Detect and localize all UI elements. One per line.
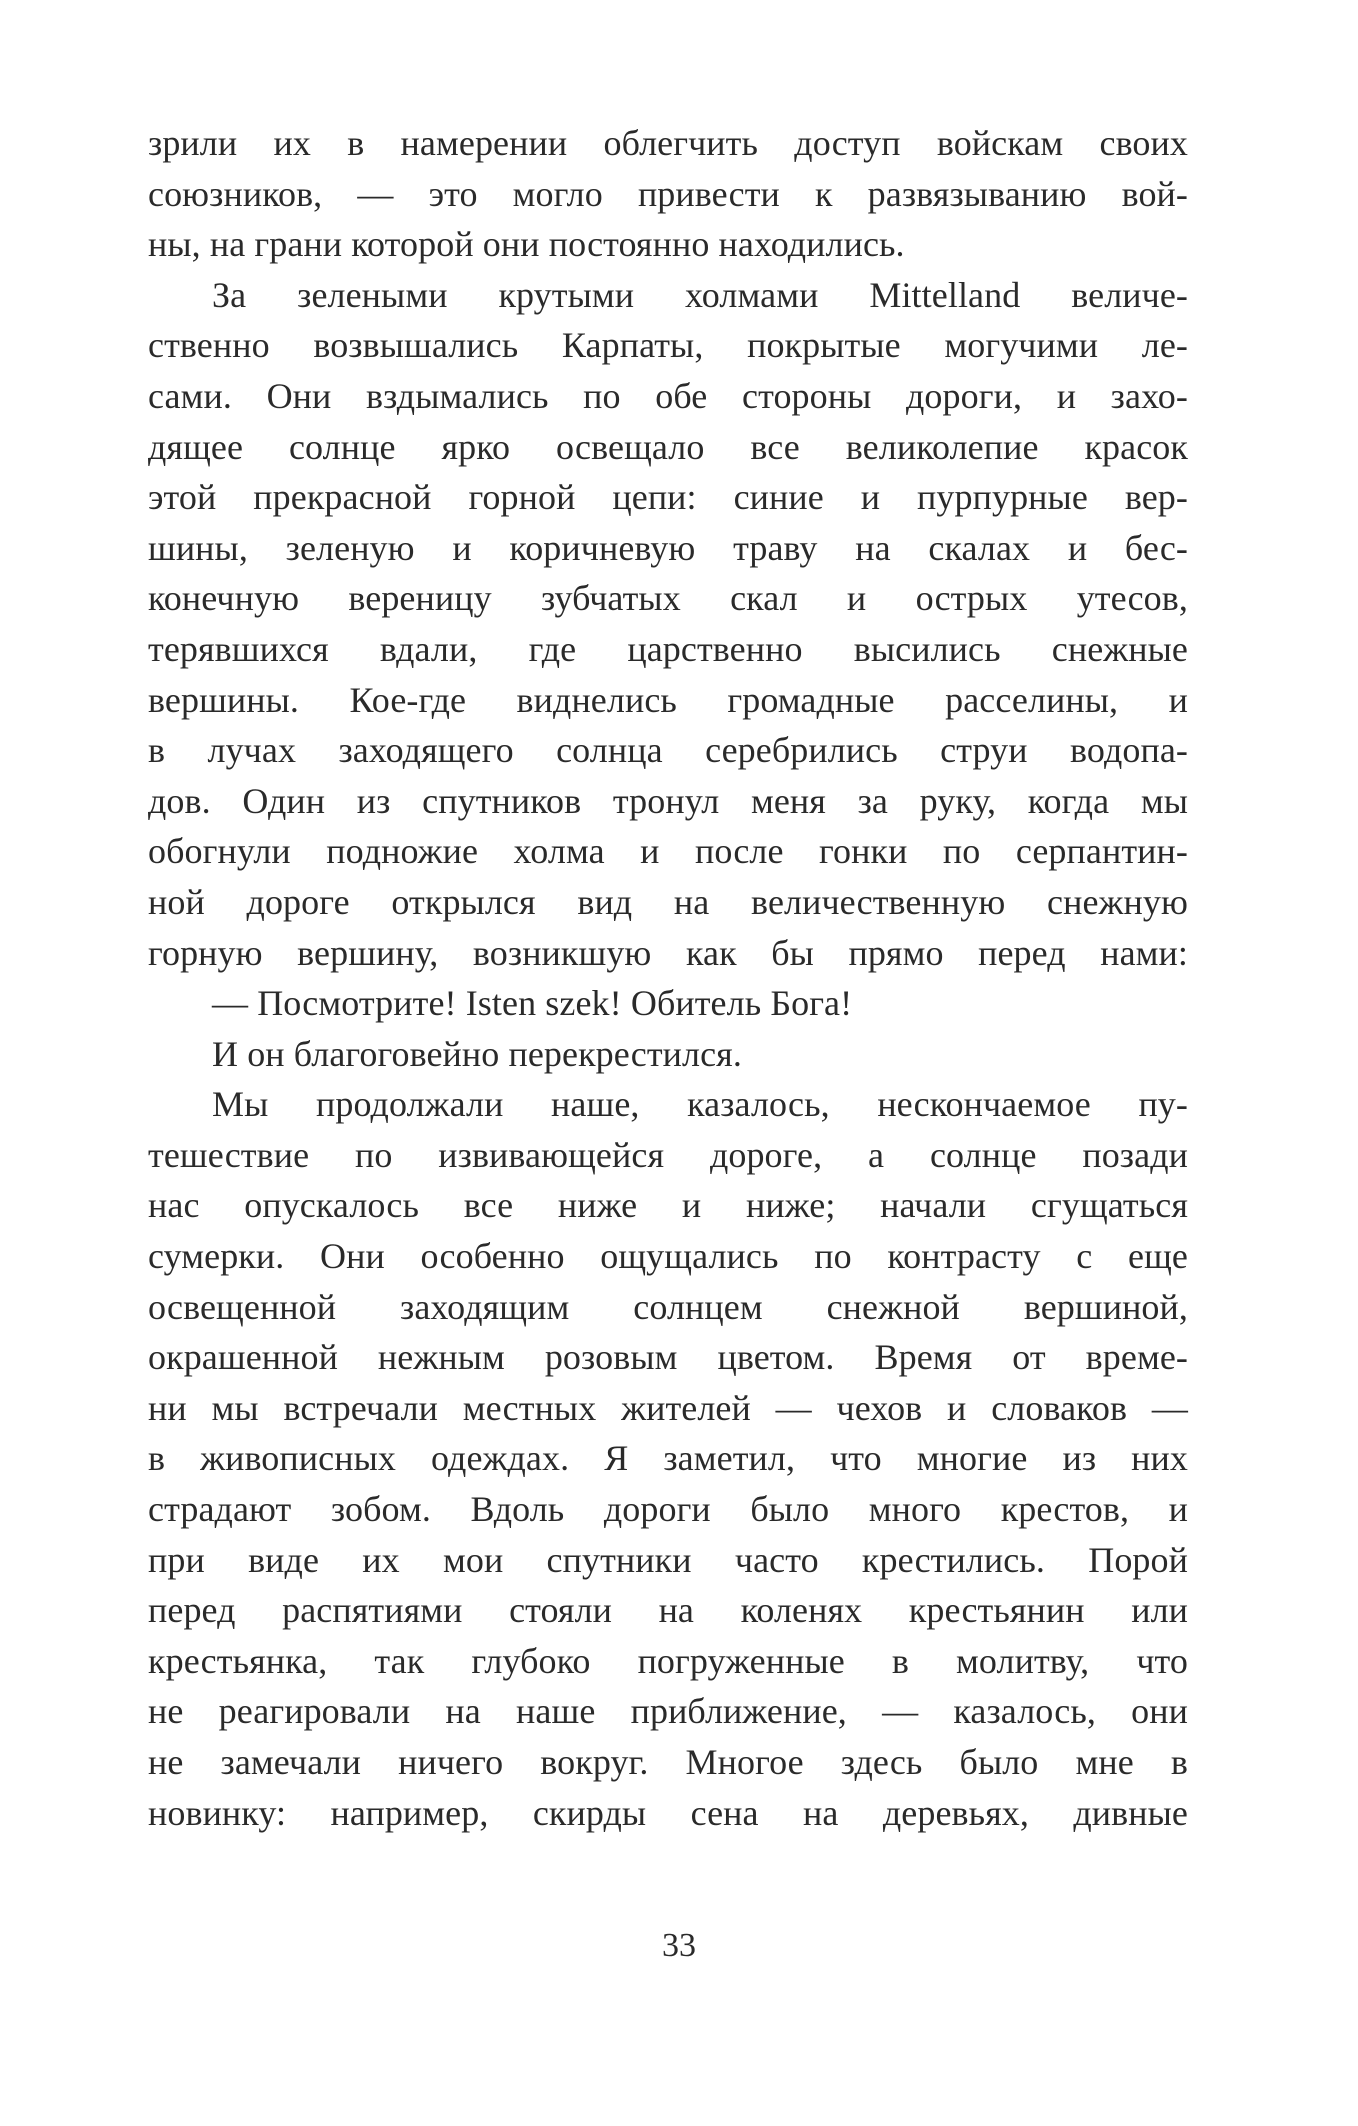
text-line: не реагировали на наше приближение, — казалось, они bbox=[148, 1691, 1188, 1732]
page-number: 33 bbox=[662, 1927, 696, 1964]
text-line: — Посмотрите! Isten szek! Обитель Бога! bbox=[212, 983, 853, 1024]
text-line: в лучах заходящего солнца серебрились струи водопа- bbox=[148, 730, 1188, 771]
text-line: дов. Один из спутников тронул меня за руку, когда мы bbox=[148, 780, 1188, 821]
text-line: новинку: например, скирды сена на деревьях, дивные bbox=[148, 1792, 1188, 1833]
page-body bbox=[148, 118, 1188, 1838]
text-line: терявшихся вдали, где царственно высились снежные bbox=[148, 628, 1188, 669]
text-line: тешествие по извивающейся дороге, а солнце позади bbox=[148, 1134, 1188, 1175]
text-line: конечную вереницу зубчатых скал и острых утесов, bbox=[148, 578, 1188, 619]
text-line: ни мы встречали местных жителей — чехов и словаков — bbox=[148, 1387, 1188, 1428]
text-line: сумерки. Они особенно ощущались по контрасту с еще bbox=[148, 1236, 1188, 1277]
text-line: зрили их в намерении облегчить доступ войскам своих bbox=[148, 123, 1188, 163]
text-line: ственно возвышались Карпаты, покрытые могучими ле- bbox=[148, 325, 1188, 366]
text-line: И он благоговейно перекрестился. bbox=[212, 1033, 742, 1074]
text-line: освещенной заходящим солнцем снежной вершиной, bbox=[148, 1286, 1188, 1327]
text-line: дящее солнце ярко освещало все великолепие красок bbox=[148, 426, 1188, 467]
text-line: не замечали ничего вокруг. Многое здесь было мне в bbox=[148, 1742, 1188, 1782]
text-line: крестьянка, так глубоко погруженные в молитву, что bbox=[148, 1640, 1188, 1681]
text-line: ной дороге открылся вид на величественную снежную bbox=[148, 881, 1188, 922]
text-line: вершины. Кое-где виднелись громадные расселины, и bbox=[148, 679, 1188, 720]
text-line: при виде их мои спутники часто крестились. Порой bbox=[148, 1539, 1188, 1580]
text-line: шины, зеленую и коричневую траву на скалах и бес- bbox=[148, 527, 1188, 568]
text-line: в живописных одеждах. Я заметил, что многие из них bbox=[148, 1438, 1188, 1479]
text-line: окрашенной нежным розовым цветом. Время от време- bbox=[148, 1337, 1188, 1378]
text-line: Мы продолжали наше, казалось, нескончаемое пу- bbox=[212, 1084, 1188, 1125]
text-line: страдают зобом. Вдоль дороги было много крестов, и bbox=[148, 1489, 1188, 1530]
text-line: нас опускалось все ниже и ниже; начали сгущаться bbox=[148, 1185, 1188, 1226]
text-line: ны, на грани которой они постоянно находились. bbox=[148, 224, 905, 265]
text-line: союзников, — это могло привести к развязыванию вой- bbox=[148, 173, 1188, 214]
text-line: этой прекрасной горной цепи: синие и пурпурные вер- bbox=[148, 477, 1188, 518]
text-line: За зелеными крутыми холмами Mittelland величе- bbox=[212, 274, 1188, 315]
text-line: перед распятиями стояли на коленях крестьянин или bbox=[148, 1590, 1188, 1631]
text-line: горную вершину, возникшую как бы прямо перед нами: bbox=[148, 932, 1188, 973]
text-line: сами. Они вздымались по обе стороны дороги, и захо- bbox=[148, 375, 1188, 416]
text-line: обогнули подножие холма и после гонки по серпантин- bbox=[148, 831, 1188, 872]
